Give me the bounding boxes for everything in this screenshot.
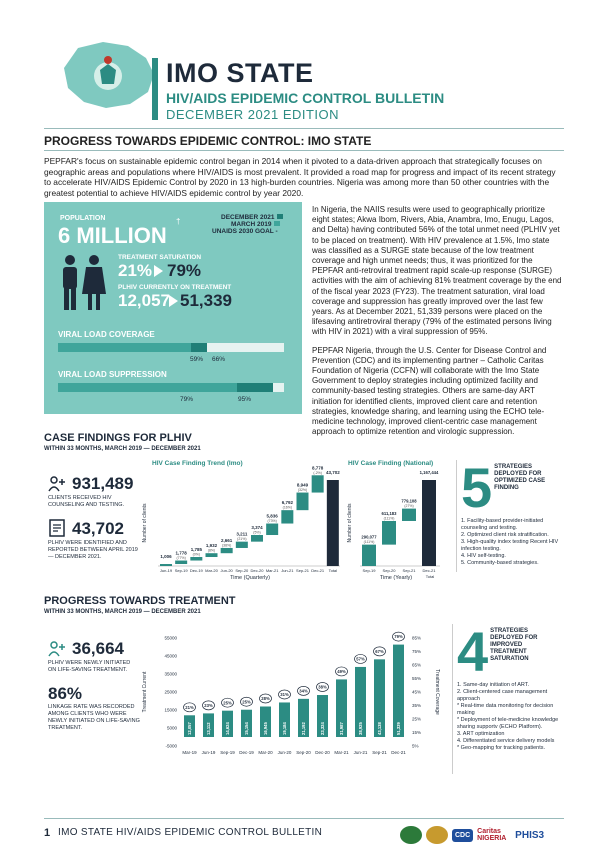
legend-dec-2021: DECEMBER 2021 [221, 214, 283, 221]
tick-label: Dec-20 [250, 568, 264, 573]
pct-label: (111%) [363, 540, 375, 545]
case-findings-heading: CASE FINDINGS FOR PLHIV [44, 432, 192, 444]
population-label: POPULATION [60, 215, 106, 222]
tick-label: 5000 [166, 725, 177, 731]
bar [221, 548, 233, 553]
tick-label: Jun-19 [159, 568, 173, 573]
plhiv-from: 12,057 [118, 291, 170, 310]
data-label: 290,077 [361, 534, 377, 540]
treatment-current-chart [140, 630, 440, 762]
caritas-logo: Caritas NIGERIA [477, 828, 507, 842]
strategy-item: 2. Optimized client risk stratification. [461, 532, 549, 538]
y-axis-label: Number of clients [347, 503, 353, 543]
tick-label: Jun-21 [353, 750, 368, 755]
data-label: 43,702 [325, 470, 340, 475]
legend-mar-2019: MARCH 2019 [231, 221, 280, 228]
tick-label: Dec-21 [311, 568, 325, 573]
plhiv-on-treatment-label: PLHIV CURRENTLY ON TREATMENT [118, 284, 232, 291]
total-note: Total [425, 574, 435, 579]
tick-label: Sep-20 [296, 750, 311, 755]
tick-label: Jun-19 [201, 750, 216, 755]
strategy-item: 2. Client-centered case management approach [457, 689, 548, 702]
bar [297, 493, 309, 511]
legend-goal: UNAIDS 2030 GOAL - [212, 228, 278, 235]
phis3-logo: PHIS3 [515, 829, 545, 841]
pct-label: (111%) [383, 516, 395, 521]
arrow-right-icon [154, 265, 163, 277]
document-icon [48, 519, 66, 537]
page-subtitle: HIV/AIDS EPIDEMIC CONTROL BULLETIN [166, 90, 445, 106]
data-label: 12,057 [187, 722, 192, 735]
data-label: 16,945 [263, 722, 268, 735]
x-axis-label: Time (Quarterly) [230, 575, 270, 581]
clients-tested-label: CLIENTS RECEIVED HIV COUNSELING AND TESTING. [48, 495, 124, 508]
bar [266, 524, 278, 535]
data-label: 31,987 [339, 722, 344, 735]
tick-label: Sep-19 [362, 568, 376, 573]
tick-label: 55% [412, 676, 422, 681]
tick-label: 45000 [164, 653, 177, 659]
plhiv-identified-label: PLHIV WERE IDENTIFIED AND REPORTED BETWEEN APRIL 2019 — DECEMBER 2021. [48, 540, 138, 560]
treatment-saturation-label: TREATMENT SATURATION [118, 254, 202, 261]
strategy-item: 1. Facility-based provider-initiated counseling and testing. [461, 518, 544, 531]
clients-tested-value: 931,489 [72, 474, 134, 493]
newly-initiated-value: 36,664 [72, 639, 124, 658]
data-label: 23,324 [320, 722, 325, 735]
vl-coverage-to-label: 66% [212, 356, 226, 363]
title-accent-bar [152, 58, 158, 120]
bar [190, 557, 202, 561]
tick-label: Sep-20 [382, 568, 396, 573]
cdc-logo: CDC [452, 829, 473, 842]
coverage-label: 25% [223, 700, 232, 706]
bar [402, 509, 416, 521]
national-case-finding-chart [346, 468, 442, 583]
bar [281, 510, 293, 523]
divider [44, 128, 564, 129]
tick-label: Mar-21 [334, 750, 349, 755]
strategy-item: 4. HIV self-testing. [461, 553, 506, 559]
strategies-count: 5 [461, 456, 493, 519]
legend-swatch [277, 214, 283, 219]
arrow-right-icon [169, 295, 178, 307]
data-label: 14,624 [225, 722, 230, 735]
imo-chart-title: HIV Case Finding Trend (Imo) [152, 460, 243, 467]
coverage-label: 31% [280, 692, 289, 698]
tick-label: Sep-19 [174, 568, 188, 573]
data-label: 1,778 [175, 550, 187, 556]
coverage-label: 28% [261, 696, 270, 702]
bar [160, 564, 172, 566]
nigeria-coat-of-arms-logo [400, 826, 422, 844]
narrative-paragraph: PEPFAR Nigeria, through the U.S. Center for Disease Control and Prevention (CDC) and its implementing partner – Catholic Caritas Foundation of Nigeria (CCFN) will collaborate with the Imo State Government to deploy strategies including optimized facility and community-based testing strategies. Others are same-day ART initiation for identified clients, improved client care and retention strategies, knowledge sharing, and learning using the ECHO tele-medicine technology, improved client-centric case management approach to optimize retention and virologic suppression. [312, 345, 547, 437]
coverage-label: 49% [337, 669, 346, 675]
strategy-item: 4. Differentiated service delivery models [457, 738, 555, 744]
bar [206, 553, 218, 557]
data-label: 611,183 [381, 510, 397, 516]
linkage-rate-value: 86% [48, 684, 83, 703]
bar [382, 521, 396, 545]
edition-label: DECEMBER 2021 EDITION [166, 107, 340, 122]
pct-label: (38%) [221, 543, 232, 548]
vl-suppression-bar-mar-2019 [58, 383, 237, 392]
page-number: 1 [44, 827, 51, 839]
tick-label: Sep-19 [220, 750, 235, 755]
tick-label: Sep-21 [372, 750, 387, 755]
y-axis-label: Number of clients [142, 503, 148, 543]
treatment-saturation-from: 21% [118, 261, 153, 280]
strategy-item: * Deployment of tele-medicine knowledge sharing supportv (ECHO Platform). [457, 717, 559, 730]
x-axis-label: Time (Yearly) [379, 575, 413, 581]
treatment-strategies [452, 620, 566, 774]
section-heading: PROGRESS TOWARDS EPIDEMIC CONTROL: IMO STATE [44, 134, 372, 148]
national-chart-title: HIV Case Finding (National) [348, 460, 434, 467]
pct-label: (8%) [207, 548, 216, 553]
tick-label: Jun-20 [277, 750, 292, 755]
state-logo [426, 826, 448, 844]
linkage-rate-label: LINKAGE RATE WAS RECORDED AMONG CLIENTS WHO WERE NEWLY INITIATED ON LIFE-SAVING TREATMENT. [48, 704, 140, 731]
tick-label: Dec-19 [189, 568, 203, 573]
strategies-heading: STRATEGIES DEPLOYED FOR IMPROVED TREATMENT SATURATION [490, 628, 538, 662]
pct-label: (16%) [282, 505, 293, 510]
pct-label: (32%) [297, 488, 308, 493]
tick-label: Jun-21 [281, 568, 294, 573]
treatment-saturation-to: 79% [167, 261, 202, 280]
vl-suppression-to-label: 95% [238, 396, 252, 403]
bar [312, 475, 324, 492]
tick-label: Sep-20 [235, 568, 249, 573]
strategy-item: * Geo-mapping for tracking patients. [457, 745, 546, 751]
vl-coverage-from-label: 59% [190, 356, 204, 363]
tick-label: 75% [412, 649, 422, 654]
tick-label: Sep-21 [296, 568, 309, 573]
strategies-heading: STRATEGIES DEPLOYED FOR OPTIMIZED CASE FINDING [494, 464, 546, 491]
pct-label: (5%) [253, 530, 261, 535]
tick-label: 55000 [164, 635, 177, 641]
pct-label: (-2%) [313, 470, 322, 475]
data-label: 13,112 [206, 722, 211, 735]
people-icon [58, 254, 108, 314]
data-label: 1,785 [190, 547, 202, 553]
partner-logos [400, 826, 544, 844]
divider [44, 150, 564, 151]
footer-title: IMO STATE HIV/AIDS EPIDEMIC CONTROL BULLETIN [58, 827, 323, 838]
treatment-heading: PROGRESS TOWARDS TREATMENT [44, 595, 236, 607]
tick-label: 35000 [164, 671, 177, 677]
tick-label: -5000 [165, 743, 177, 749]
coverage-label: 38% [318, 684, 327, 690]
tick-label: Mar-21 [265, 568, 279, 573]
bar [327, 480, 339, 566]
plhiv-to: 51,339 [180, 291, 232, 310]
dagger-mark: † [176, 217, 181, 226]
data-label: 1,932 [205, 543, 218, 549]
strategy-item: * Real-time data monitoring for decision making [457, 703, 554, 716]
coverage-label: 79% [394, 634, 403, 640]
tick-label: 5% [412, 743, 419, 749]
tick-label: 25000 [164, 689, 177, 695]
data-label: 3,211 [236, 531, 248, 537]
newly-initiated-label: PLHIV WERE NEWLY INITIATED ON LIFE-SAVING TREATMENT. [48, 660, 131, 673]
data-label: 21,192 [301, 722, 306, 735]
treatment-subheading: WITHIN 33 MONTHS, MARCH 2019 — DECEMBER 2021 [44, 609, 201, 615]
coverage-label: 25% [242, 699, 251, 705]
tick-label: Jun-20 [220, 568, 233, 573]
y-axis-label: Treatment Current [142, 671, 148, 713]
data-label: 15,154 [244, 722, 249, 735]
case-findings-subheading: WITHIN 33 MONTHS, MARCH 2019 — DECEMBER 2021 [44, 446, 201, 452]
imo-state-map [58, 40, 158, 110]
bar [236, 542, 248, 548]
data-label: 1,167,444 [419, 470, 439, 475]
strategies-list [457, 682, 566, 752]
coverage-label: 57% [356, 656, 365, 662]
bar [422, 480, 436, 566]
data-label: 779,108 [401, 498, 417, 504]
data-label: 8,778 [312, 465, 324, 471]
bar [251, 535, 263, 542]
tick-label: 15% [412, 730, 422, 735]
vl-suppression-label: VIRAL LOAD SUPPRESSION [58, 370, 167, 379]
tick-label: Mar-19 [182, 750, 197, 755]
pct-label: (77%) [176, 556, 186, 561]
tick-label: Dec-19 [239, 750, 254, 755]
narrative-column [312, 205, 564, 445]
tick-label: 15000 [164, 707, 177, 713]
y2-axis-label: Treatment Coverage [434, 669, 440, 715]
people-plus-icon [48, 475, 66, 493]
coverage-label: 67% [375, 648, 384, 654]
coverage-label: 34% [299, 688, 308, 694]
data-label: 19,184 [282, 722, 287, 735]
bar [175, 561, 187, 564]
strategy-item: 3. High-quality index testing Recent HIV infection testing. [461, 539, 559, 552]
vl-suppression-from-label: 79% [180, 396, 194, 403]
vl-coverage-label: VIRAL LOAD COVERAGE [58, 330, 155, 339]
pct-label: (0%) [192, 552, 201, 557]
divider [44, 818, 564, 819]
tick-label: 35% [412, 703, 422, 708]
intro-paragraph: PEPFAR's focus on sustainable epidemic control began in 2014 when it pivoted to a data-driven approach that strategically focuses on geographic areas and populations where HIV/AIDS is most prevalent. It provided a road map for progress and impact of its recent strategy to accelerate HIV/AIDS Epidemic Control by 2020 in 13 high-burden countries. Nigeria was among more than 50 other countries with the greatest potential to achieve HIV/AIDS epidemic control by year 2020. [44, 156, 556, 198]
strategies-count: 4 [457, 620, 489, 683]
tick-label: Dec-21 [422, 568, 436, 573]
data-label: 3,374 [251, 525, 263, 531]
plhiv-identified-value: 43,702 [72, 519, 124, 538]
data-label: 51,339 [396, 722, 401, 735]
tick-label: 25% [412, 716, 422, 722]
pct-label: (73%) [267, 519, 277, 524]
tick-label: 45% [412, 689, 422, 695]
tick-label: Total [328, 568, 338, 573]
bar [362, 545, 376, 566]
data-label: 8,949 [296, 482, 309, 488]
vl-coverage-bar-mar-2019 [58, 343, 191, 352]
data-label: 38,925 [358, 722, 363, 735]
page-title: IMO STATE [166, 58, 314, 88]
data-label: 5,836 [266, 513, 278, 519]
narrative-paragraph: In Nigeria, the NAIIS results were used to geographically prioritize eight states; Akwa Ibom, Rivers, Abia, Anambra, Imo, Enugu, Lagos, and Delta) having contributed 56% of the total unmet need (PLHIV yet to be placed on treatment). With HIV prevalence at 1.5%, Imo state was classified as a SURGE state because of the low treatment coverage and high unmet needs; thus, it was prioritized for the PEPFAR anti-retroviral treatment rapid scale-up response (SURGE) activities with the aim of achieving 81% treatment coverage by the end of the fiscal year 2023 (FY23). The treatment saturation, viral load coverage and suppression has greatly improved over the last few years. As at December 2021, 51,339 persons were placed on the lifesaving antiretroviral therapy (79% of the estimated persons living with HIV in 2021) with a viral suppression of 95%. [312, 205, 562, 337]
data-label: 2,661 [221, 537, 233, 543]
tick-label: Mar-20 [258, 750, 273, 755]
strategy-item: 5. Community-based strategies. [461, 560, 539, 566]
data-label: 43,138 [377, 722, 382, 735]
coverage-label: 21% [185, 704, 194, 710]
tick-label: Mar-20 [205, 568, 218, 573]
coverage-label: 23% [204, 702, 213, 708]
data-label: 1,006 [160, 554, 172, 560]
pct-label: (27%) [404, 504, 414, 509]
pct-label: (21%) [237, 537, 247, 542]
strategies-list [461, 518, 566, 567]
tick-label: Sep-21 [402, 568, 416, 573]
tick-label: 65% [412, 662, 422, 668]
tick-label: 85% [412, 635, 422, 641]
strategy-item: 1. Same-day initiation of ART. [457, 682, 530, 688]
tick-label: Dec-21 [391, 750, 406, 755]
data-label: 6,792 [281, 500, 293, 506]
strategy-item: 3. ART optimization [457, 731, 505, 737]
population-value: 6 MILLION [58, 223, 167, 248]
case-finding-strategies [456, 456, 566, 572]
tick-label: Dec-20 [315, 750, 330, 755]
legend-swatch [274, 221, 280, 226]
person-plus-icon [48, 640, 66, 658]
imo-case-finding-chart [140, 465, 344, 583]
